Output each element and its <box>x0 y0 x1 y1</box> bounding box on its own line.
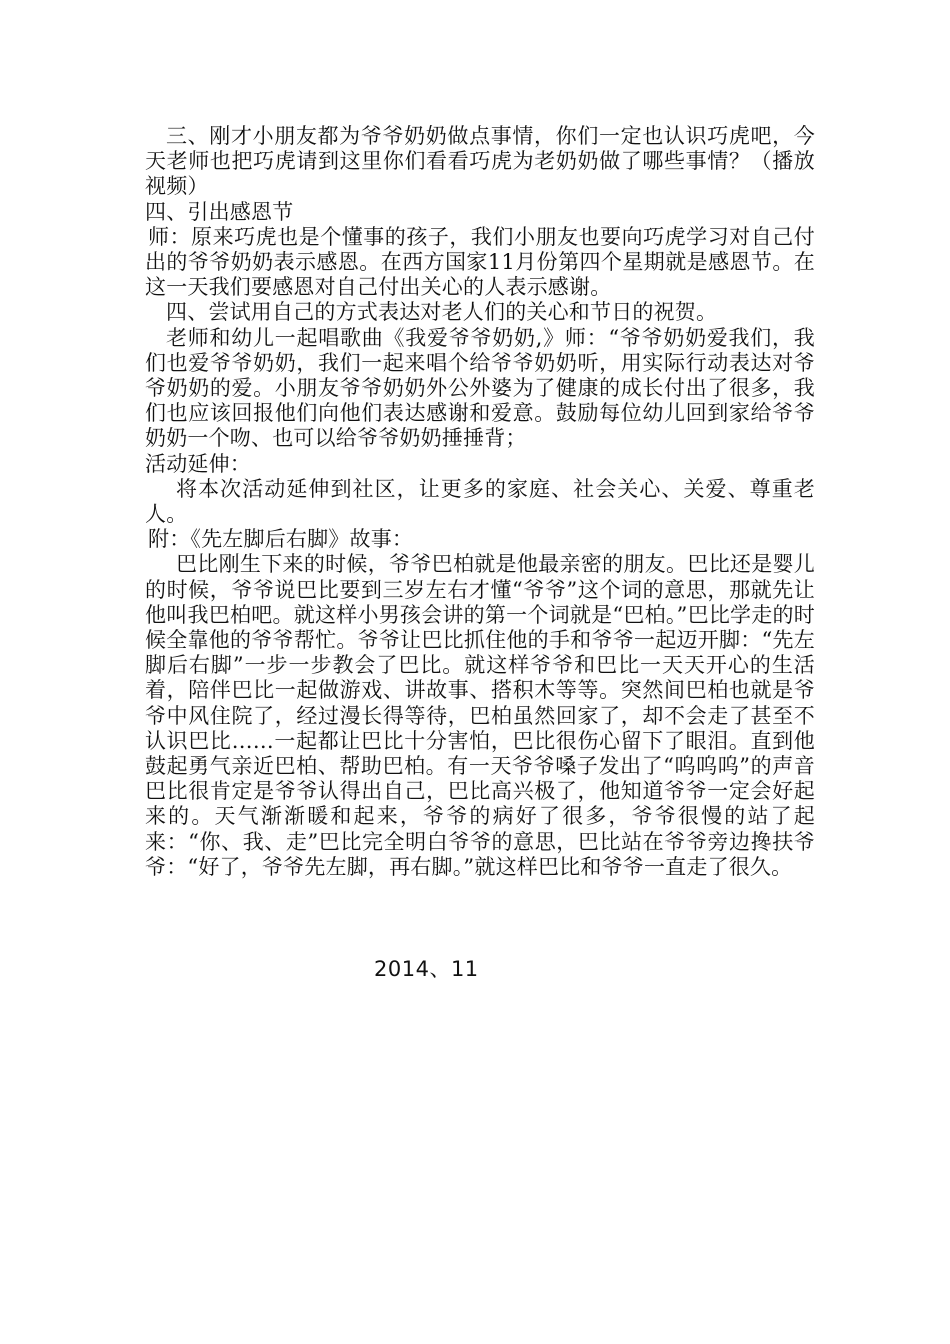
paragraph-story: 巴比刚生下来的时候，爷爷巴柏就是他最亲密的朋友。巴比还是婴儿的时候，爷爷说巴比要到三岁左右才懂“爷爷”这个词的意思，那就先让他叫我巴柏吧。就这样小男孩会讲的第一个词就是“巴柏。”巴比学走的时候全靠他的爷爷帮忙。爷爷让巴比抓住他的手和爷爷一起迈开脚：“先左脚后右脚”一步一步教会了巴比。就这样爷爷和巴比一天天开心的生活着，陪伴巴比一起做游戏、讲故事、搭积木等等。突然间巴柏也就是爷爷中风住院了，经过漫长得等待，巴柏虽然回家了，却不会走了甚至不认识巴比……一起都让巴比十分害怕，巴比很伤心留下了眼泪。直到他鼓起勇气亲近巴柏、帮助巴柏。有一天爷爷嗓子发出了“呜呜呜”的声音巴比很肯定是爷爷认得出自己，巴比高兴极了，他知道爷爷一定会好起来的。天气渐渐暖和起来，爷爷的病好了很多，爷爷很慢的站了起来：“你、我、走”巴比完全明白爷爷的意思，巴比站在爷爷旁边搀扶爷爷：“好了，爷爷先左脚，再右脚。”就这样巴比和爷爷一直走了很久。 <box>145 552 815 879</box>
paragraph-section-four: 四、尝试用自己的方式表达对老人们的关心和节日的祝贺。 <box>166 300 718 325</box>
heading-activity-extension: 活动延伸： <box>145 451 251 476</box>
paragraph-song-activity: 老师和幼儿一起唱歌曲《我爱爷爷奶奶,》师：“爷爷奶奶爱我们，我们也爱爷爷奶奶，我们一起来唱个给爷爷奶奶听，用实际行动表达对爷爷奶奶的爱。小朋友爷爷奶奶外公外婆为了健康的成长付出了很多，我们也应该回报他们向他们表达感谢和爱意。鼓励每位幼儿回到家给爷爷奶奶一个吻、也可以给爷爷奶奶捶捶背； <box>145 325 815 451</box>
document-body <box>145 124 815 880</box>
paragraph-activity-extension: 将本次活动延伸到社区，让更多的家庭、社会关心、关爱、尊重老人。 <box>145 476 815 527</box>
paragraph-section-three: 三、刚才小朋友都为爷爷奶奶做点事情，你们一定也认识巧虎吧，今天老师也把巧虎请到这里你们看看巧虎为老奶奶做了哪些事情？（播放视频） <box>145 124 815 199</box>
document-date: 2014、11 <box>374 957 479 981</box>
paragraph-teacher-thanksgiving: 师：原来巧虎也是个懂事的孩子，我们小朋友也要向巧虎学习对自己付出的爷爷奶奶表示感恩。在西方国家11月份第四个星期就是感恩节。在这一天我们要感恩对自己付出关心的人表示感谢。 <box>145 224 815 300</box>
heading-thanksgiving-intro: 四、引出感恩节 <box>145 199 294 224</box>
heading-appendix-story: 附：《先左脚后右脚》故事： <box>148 527 414 552</box>
